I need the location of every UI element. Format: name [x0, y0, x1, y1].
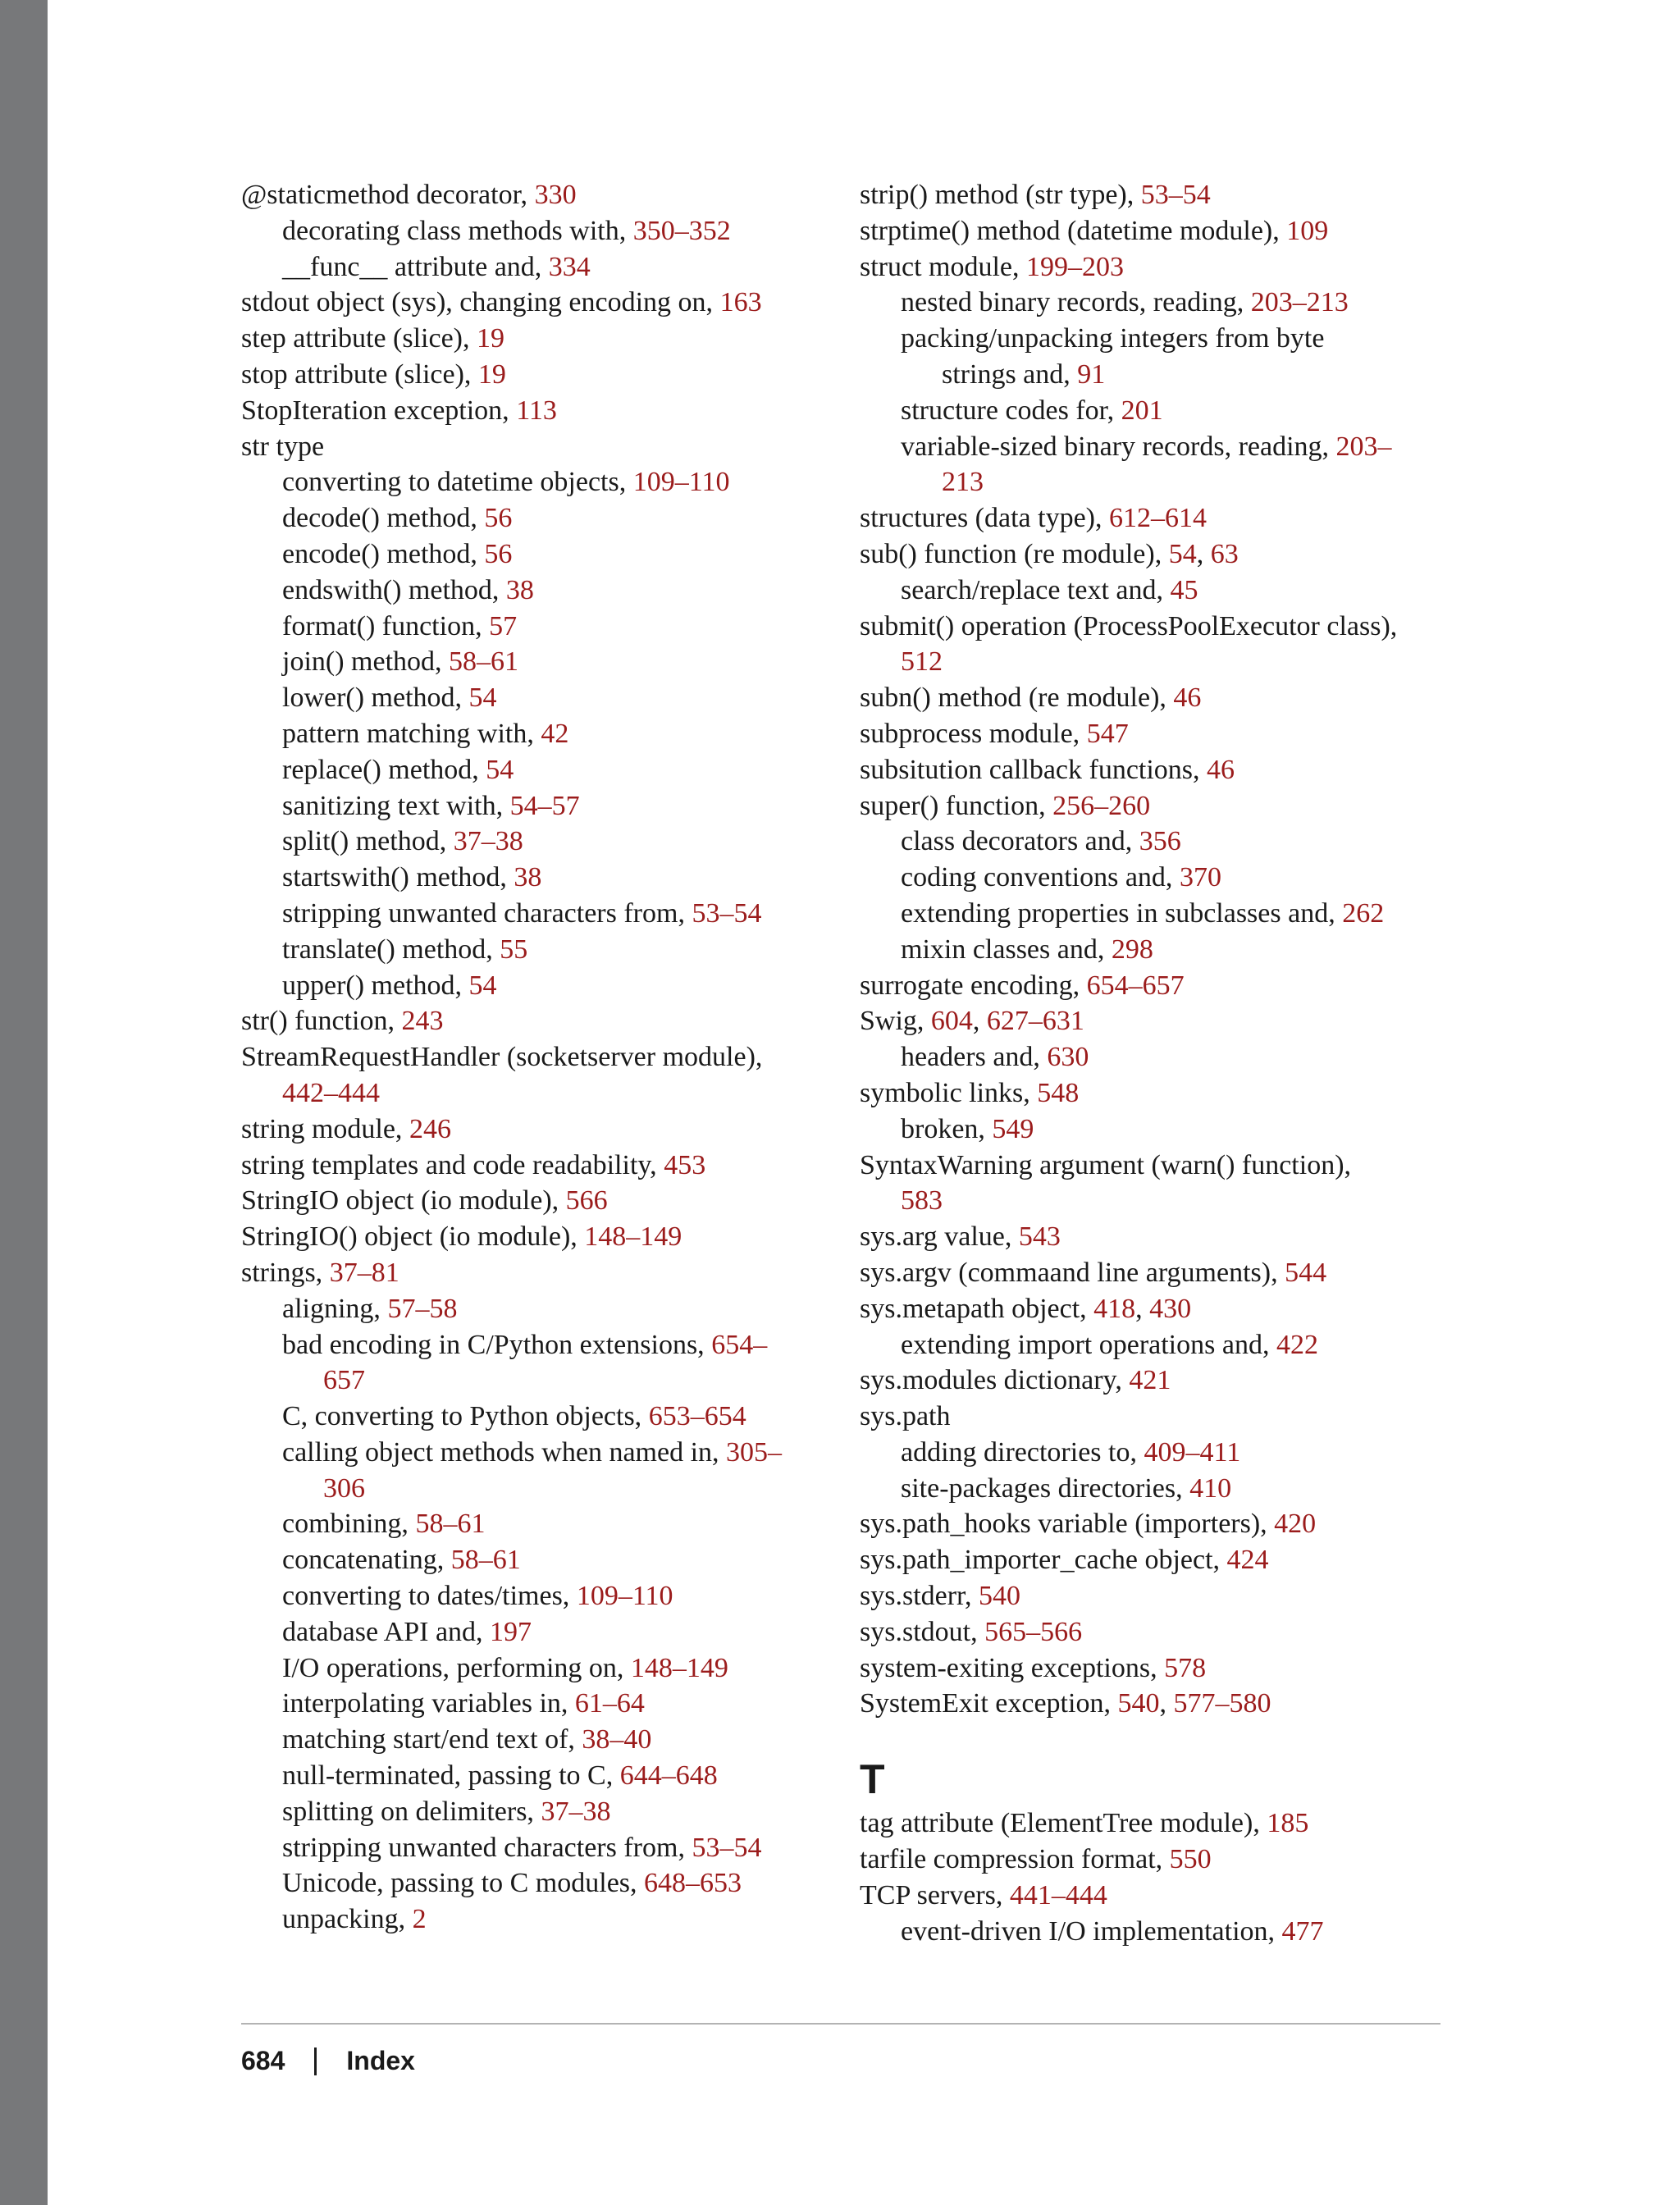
index-entry: [860, 1183, 1459, 1219]
index-entry: [860, 1399, 1459, 1435]
index-entry: [241, 1148, 832, 1184]
page-reference-link[interactable]: 540: [979, 1581, 1021, 1612]
index-entry: [860, 213, 1459, 249]
page-reference-link[interactable]: 356: [1139, 826, 1181, 857]
index-entry: [241, 860, 832, 896]
index-entry: [860, 1039, 1459, 1075]
index-entry: [241, 716, 832, 752]
index-term: concatenating,: [282, 1545, 451, 1576]
page-reference-link[interactable]: 549: [992, 1113, 1034, 1144]
index-entry: [860, 644, 1459, 680]
index-term: bad encoding in C/Python extensions,: [282, 1329, 712, 1360]
index-term: sys.path_importer_cache object,: [860, 1545, 1227, 1576]
page-reference-link[interactable]: 109: [1286, 215, 1329, 246]
index-entry: [241, 1363, 832, 1399]
index-term: lower() method,: [282, 682, 469, 714]
index-entry: [241, 1112, 832, 1148]
index-term: string module,: [241, 1113, 409, 1144]
index-entry: [241, 968, 832, 1004]
page-reference-link[interactable]: 203–213: [1250, 287, 1349, 318]
page-reference-link[interactable]: 612–614: [1109, 503, 1207, 534]
index-entry: [860, 393, 1459, 429]
index-term: stripping unwanted characters from,: [282, 897, 692, 929]
index-term: format() function,: [282, 610, 490, 641]
index-term: structures (data type),: [860, 503, 1109, 534]
index-term: splitting on delimiters,: [282, 1796, 541, 1827]
index-term: site-packages directories,: [901, 1472, 1190, 1504]
page-reference-link[interactable]: 58–61: [450, 1545, 521, 1576]
page-reference-link[interactable]: 410: [1189, 1472, 1232, 1504]
index-term: split() method,: [282, 826, 454, 857]
page-reference-link[interactable]: 201: [1121, 395, 1163, 426]
page-reference-link[interactable]: 56: [484, 503, 513, 534]
index-entry: [241, 824, 832, 860]
index-term: join() method,: [282, 646, 450, 678]
page-reference-link[interactable]: 409–411: [1144, 1436, 1241, 1468]
index-entry: [860, 1614, 1459, 1650]
page-reference-link[interactable]: 298: [1111, 934, 1153, 965]
index-entry: [860, 1219, 1459, 1255]
index-term: matching start/end text of,: [282, 1724, 582, 1755]
page-reference-link[interactable]: 577–580: [1173, 1688, 1271, 1719]
page-reference-link[interactable]: 578: [1164, 1652, 1207, 1683]
index-entry: [860, 285, 1459, 321]
index-entry: [241, 1075, 832, 1112]
index-entry: [860, 1650, 1459, 1687]
index-term: calling object methods when named in,: [282, 1436, 727, 1468]
index-term: struct module,: [860, 251, 1027, 282]
page-reference-link[interactable]: 420: [1274, 1509, 1317, 1540]
page-reference-link[interactable]: 477: [1281, 1915, 1324, 1947]
index-term: encode() method,: [282, 538, 485, 569]
index-term: strings,: [241, 1257, 330, 1288]
page-reference-link[interactable]: 37–81: [329, 1257, 399, 1288]
index-term: replace() method,: [282, 754, 486, 785]
page-reference-link[interactable]: 2: [412, 1904, 427, 1935]
index-entry: [241, 573, 832, 609]
index-entry: [241, 788, 832, 824]
index-entry: [241, 680, 832, 716]
index-entry: [241, 393, 832, 429]
page-reference-link[interactable]: 38–40: [582, 1724, 652, 1755]
page-reference-link[interactable]: 243: [401, 1006, 444, 1037]
index-entry: [860, 1542, 1459, 1578]
index-term: tarfile compression format,: [860, 1844, 1170, 1875]
page-reference-link[interactable]: 54–57: [509, 790, 580, 821]
index-term: str() function,: [241, 1006, 402, 1037]
index-entry: [241, 932, 832, 968]
index-entry: [860, 357, 1459, 393]
page-reference-link[interactable]: 42: [541, 718, 569, 749]
page-reference-link[interactable]: 306: [323, 1472, 365, 1504]
index-entry: [860, 1363, 1459, 1399]
index-entry: sub() function (re module), 54, 63: [860, 538, 1239, 569]
page-reference-link[interactable]: 148–149: [630, 1652, 728, 1683]
page-reference-link[interactable]: 430: [1149, 1293, 1192, 1324]
page-reference-link[interactable]: 604: [930, 1006, 973, 1037]
page-reference-link[interactable]: 421: [1129, 1365, 1171, 1396]
index-term: sys.metapath object,: [860, 1293, 1094, 1324]
index-term: sys.arg value,: [860, 1221, 1019, 1253]
index-entry: [860, 177, 1459, 213]
index-entry: [860, 824, 1459, 860]
index-entry: [860, 716, 1459, 752]
index-entry: [860, 1842, 1459, 1878]
index-term: search/replace text and,: [901, 574, 1171, 605]
footer-section-title: Index: [346, 2046, 415, 2075]
index-entry: [241, 644, 832, 680]
index-column-right: [860, 177, 1459, 1949]
page-reference-link[interactable]: 566: [565, 1185, 608, 1217]
page-reference-link[interactable]: 58–61: [449, 646, 519, 678]
index-term: combining,: [282, 1509, 416, 1540]
page-reference-link[interactable]: 37–38: [541, 1796, 611, 1827]
footer-separator: [314, 2048, 317, 2075]
page-reference-link[interactable]: 54: [486, 754, 514, 785]
index-entry: [860, 680, 1459, 716]
index-term: packing/unpacking integers from byte: [901, 323, 1325, 354]
index-entry: [860, 1148, 1459, 1184]
page-spine-edge: [0, 0, 48, 2205]
index-term: Swig,: [860, 1006, 931, 1037]
index-term: pattern matching with,: [282, 718, 541, 749]
index-term: subprocess module,: [860, 718, 1087, 749]
index-entry: [241, 536, 832, 573]
index-entry: [241, 1039, 832, 1075]
index-entry: [860, 1327, 1459, 1363]
page-reference-link[interactable]: 46: [1207, 754, 1235, 785]
index-entry: [860, 1578, 1459, 1614]
index-entry: [860, 860, 1459, 896]
index-entry: [241, 1219, 832, 1255]
index-entry: [241, 1686, 832, 1722]
index-entry: [860, 1075, 1459, 1112]
page-reference-link[interactable]: 46: [1173, 682, 1202, 714]
page-reference-link[interactable]: 246: [409, 1113, 451, 1144]
index-term: converting to datetime objects,: [282, 467, 633, 498]
index-entry: [241, 1255, 832, 1291]
section-letter-heading: T: [860, 1756, 885, 1803]
index-term: system-exiting exceptions,: [860, 1652, 1165, 1683]
index-entry: [241, 429, 832, 465]
page-reference-link[interactable]: 370: [1179, 862, 1221, 893]
index-term: StringIO() object (io module),: [241, 1221, 585, 1253]
index-entry: [241, 1758, 832, 1794]
index-term: sys.path: [860, 1401, 951, 1432]
index-entry: [241, 177, 832, 213]
index-group-s: [860, 177, 1459, 1722]
page-reference-link[interactable]: 350–352: [632, 215, 731, 246]
page-reference-link[interactable]: 163: [719, 287, 762, 318]
index-column-left: [241, 177, 832, 1938]
page-reference-link[interactable]: 54: [468, 970, 497, 1001]
index-entry: [241, 285, 832, 321]
index-term: StopIteration exception,: [241, 395, 517, 426]
index-entry: [860, 1806, 1459, 1842]
index-entry: [241, 1722, 832, 1758]
index-entry: [241, 1865, 832, 1901]
index-term: sanitizing text with,: [282, 790, 510, 821]
index-term: decode() method,: [282, 503, 485, 534]
index-entry: [860, 1112, 1459, 1148]
index-entry: [860, 752, 1459, 788]
index-entry: [241, 213, 832, 249]
index-entry: [241, 1471, 832, 1507]
page-reference-link[interactable]: 422: [1276, 1329, 1318, 1360]
index-term: sys.stderr,: [860, 1581, 979, 1612]
page-reference-link[interactable]: 453: [664, 1149, 706, 1180]
page-reference-link[interactable]: 547: [1086, 718, 1129, 749]
index-term: tag attribute (ElementTree module),: [860, 1808, 1267, 1839]
index-entry: [241, 1542, 832, 1578]
page-reference-link[interactable]: 38: [505, 574, 534, 605]
index-term: submit() operation (ProcessPoolExecutor class),: [860, 610, 1398, 641]
page-reference-link[interactable]: 334: [548, 251, 591, 282]
index-entry: [241, 1506, 832, 1542]
page-reference-link[interactable]: 550: [1169, 1844, 1212, 1875]
page-reference-link[interactable]: 53–54: [692, 1832, 762, 1863]
index-entry: [860, 609, 1459, 645]
index-term: subsitution callback functions,: [860, 754, 1208, 785]
index-entry: [860, 1506, 1459, 1542]
index-entry: [860, 1471, 1459, 1507]
page-reference-link[interactable]: 54: [1168, 538, 1197, 569]
page-reference-link[interactable]: 256–260: [1052, 790, 1151, 821]
index-term: strptime() method (datetime module),: [860, 215, 1287, 246]
index-entry: [860, 932, 1459, 968]
page-reference-link[interactable]: 583: [901, 1185, 943, 1217]
index-term: null-terminated, passing to C,: [282, 1760, 620, 1792]
index-entry: [860, 500, 1459, 536]
index-term: subn() method (re module),: [860, 682, 1174, 714]
index-term: adding directories to,: [901, 1436, 1144, 1468]
index-term: StringIO object (io module),: [241, 1185, 566, 1217]
index-term: sys.argv (commaand line arguments),: [860, 1257, 1285, 1288]
index-term: SystemExit exception,: [860, 1688, 1118, 1719]
index-term: aligning,: [282, 1293, 388, 1324]
index-term: nested binary records, reading,: [901, 287, 1251, 318]
page-reference-link[interactable]: 58–61: [415, 1509, 486, 1540]
index-entry: [241, 357, 832, 393]
index-term: str type: [241, 431, 325, 462]
page-reference-link[interactable]: 305–: [726, 1436, 783, 1468]
page-reference-link[interactable]: 53–54: [692, 897, 762, 929]
index-entry: [860, 429, 1459, 465]
index-term: sys.path_hooks variable (importers),: [860, 1509, 1275, 1540]
index-entry: [860, 1255, 1459, 1291]
index-entry: [241, 1830, 832, 1866]
index-term: decorating class methods with,: [282, 215, 633, 246]
index-term: interpolating variables in,: [282, 1688, 575, 1719]
page-reference-link[interactable]: 113: [516, 395, 557, 426]
index-entry: [241, 1435, 832, 1471]
page-reference-link[interactable]: 648–653: [644, 1868, 742, 1899]
page-reference-link[interactable]: 37–38: [453, 826, 523, 857]
index-entry: [860, 1878, 1459, 1914]
index-term: event-driven I/O implementation,: [901, 1915, 1282, 1947]
page-reference-link[interactable]: 330: [534, 180, 577, 210]
index-term: symbolic links,: [860, 1077, 1038, 1108]
index-term: sys.modules dictionary,: [860, 1365, 1130, 1396]
index-term: extending import operations and,: [901, 1329, 1276, 1360]
page-reference-link[interactable]: 57–58: [387, 1293, 458, 1324]
index-term: stop attribute (slice),: [241, 358, 478, 390]
page-reference-link[interactable]: 630: [1047, 1042, 1089, 1073]
index-entry: [241, 1794, 832, 1830]
page-reference-link[interactable]: 53–54: [1140, 180, 1211, 210]
index-entry: [860, 573, 1459, 609]
page-reference-link[interactable]: 653–654: [648, 1401, 746, 1432]
page-reference-link[interactable]: 657: [323, 1365, 365, 1396]
page-number: 684: [241, 2046, 285, 2075]
index-term: sys.stdout,: [860, 1616, 985, 1647]
index-entry: [860, 321, 1459, 357]
index-term: unpacking,: [282, 1904, 413, 1935]
index-entry: [860, 464, 1459, 500]
page-reference-link[interactable]: 565–566: [984, 1616, 1083, 1647]
index-entry: [241, 896, 832, 932]
index-entry: [241, 1650, 832, 1687]
index-term: Unicode, passing to C modules,: [282, 1868, 645, 1899]
page-reference-link[interactable]: 197: [490, 1616, 532, 1647]
page-reference-link[interactable]: 45: [1170, 574, 1198, 605]
index-term: structure codes for,: [901, 395, 1121, 426]
page-reference-link[interactable]: 424: [1226, 1545, 1269, 1576]
page-reference-link[interactable]: 148–149: [584, 1221, 682, 1253]
page-reference-link[interactable]: 544: [1285, 1257, 1327, 1288]
page-reference-link[interactable]: 203–: [1335, 431, 1392, 462]
page-reference-link[interactable]: 56: [484, 538, 513, 569]
index-entry: [860, 249, 1459, 285]
index-term: StreamRequestHandler (socketserver module),: [241, 1042, 763, 1073]
index-term: variable-sized binary records, reading,: [901, 431, 1336, 462]
index-term: upper() method,: [282, 970, 469, 1001]
index-term: headers and,: [901, 1042, 1048, 1073]
page-reference-link[interactable]: 654–: [711, 1329, 768, 1360]
index-entry: [241, 464, 832, 500]
index-entry: [241, 321, 832, 357]
index-term: startswith() method,: [282, 862, 514, 893]
index-term: broken,: [901, 1113, 993, 1144]
page-reference-link[interactable]: 543: [1018, 1221, 1061, 1253]
index-term: strings and,: [942, 358, 1078, 390]
index-entry: [860, 896, 1459, 932]
page-reference-link[interactable]: 654–657: [1086, 970, 1185, 1001]
index-term: strip() method (str type),: [860, 180, 1141, 210]
page-reference-link[interactable]: 644–648: [619, 1760, 718, 1792]
index-entry: [241, 609, 832, 645]
page-reference-link[interactable]: 512: [901, 646, 943, 678]
index-term: @staticmethod decorator,: [241, 180, 535, 210]
index-term: stdout object (sys), changing encoding on,: [241, 287, 720, 318]
index-entry: [241, 1327, 832, 1363]
page-reference-link[interactable]: 19: [477, 323, 505, 354]
index-term: class decorators and,: [901, 826, 1139, 857]
index-entry: Swig, 604, 627–631: [860, 1006, 1084, 1037]
page-reference-link[interactable]: 109–110: [632, 467, 730, 498]
index-term: database API and,: [282, 1616, 491, 1647]
index-term: __func__ attribute and,: [282, 251, 549, 282]
index-entry: [241, 1183, 832, 1219]
page-reference-link[interactable]: 442–444: [282, 1077, 380, 1108]
index-term: super() function,: [860, 790, 1053, 821]
index-term: extending properties in subclasses and,: [901, 897, 1343, 929]
index-entry: [860, 1435, 1459, 1471]
page-reference-link[interactable]: 441–444: [1009, 1879, 1107, 1911]
page-reference-link[interactable]: 213: [942, 467, 984, 498]
page-reference-link[interactable]: 54: [468, 682, 497, 714]
index-term: surrogate encoding,: [860, 970, 1087, 1001]
index-term: TCP servers,: [860, 1879, 1010, 1911]
index-entry: [860, 1914, 1459, 1950]
index-entry: [241, 752, 832, 788]
index-entry: SystemExit exception, 540, 577–580: [860, 1688, 1271, 1719]
index-term: sub() function (re module),: [860, 538, 1169, 569]
page-reference-link[interactable]: 61–64: [574, 1688, 645, 1719]
index-term: converting to dates/times,: [282, 1581, 577, 1612]
page-reference-link[interactable]: 540: [1117, 1688, 1160, 1719]
page-reference-link[interactable]: 91: [1077, 358, 1106, 390]
index-entry: [241, 500, 832, 536]
index-entry: [860, 788, 1459, 824]
page-reference-link[interactable]: 57: [489, 610, 518, 641]
page-reference-link[interactable]: 199–203: [1026, 251, 1125, 282]
footer-rule: [241, 2023, 1440, 2025]
index-entry: [241, 1003, 832, 1039]
page-reference-link[interactable]: 548: [1037, 1077, 1080, 1108]
page-reference-link[interactable]: 63: [1210, 538, 1239, 569]
index-entry: [241, 1291, 832, 1327]
index-term: translate() method,: [282, 934, 500, 965]
index-term: I/O operations, performing on,: [282, 1652, 631, 1683]
page-reference-link[interactable]: 418: [1093, 1293, 1136, 1324]
page-reference-link[interactable]: 19: [477, 358, 506, 390]
index-term: coding conventions and,: [901, 862, 1180, 893]
page-reference-link[interactable]: 262: [1342, 897, 1385, 929]
index-entry: [241, 1399, 832, 1435]
index-term: stripping unwanted characters from,: [282, 1832, 692, 1863]
page-reference-link[interactable]: 55: [500, 934, 528, 965]
page-reference-link[interactable]: 109–110: [576, 1581, 673, 1612]
page-reference-link[interactable]: 38: [514, 862, 542, 893]
index-term: string templates and code readability,: [241, 1149, 664, 1180]
index-term: C, converting to Python objects,: [282, 1401, 649, 1432]
index-term: endswith() method,: [282, 574, 506, 605]
page-reference-link[interactable]: 627–631: [986, 1006, 1084, 1037]
index-entry: [241, 1901, 832, 1938]
index-entry: sys.metapath object, 418, 430: [860, 1293, 1192, 1324]
index-entry: [241, 249, 832, 285]
page-footer: [241, 2046, 415, 2076]
index-term: mixin classes and,: [901, 934, 1112, 965]
index-term: step attribute (slice),: [241, 323, 477, 354]
index-entry: [860, 968, 1459, 1004]
index-entry: [241, 1614, 832, 1650]
page-reference-link[interactable]: 185: [1267, 1808, 1309, 1839]
index-entry: [241, 1578, 832, 1614]
index-group-t: [860, 1806, 1459, 1949]
index-term: SyntaxWarning argument (warn() function),: [860, 1149, 1352, 1180]
